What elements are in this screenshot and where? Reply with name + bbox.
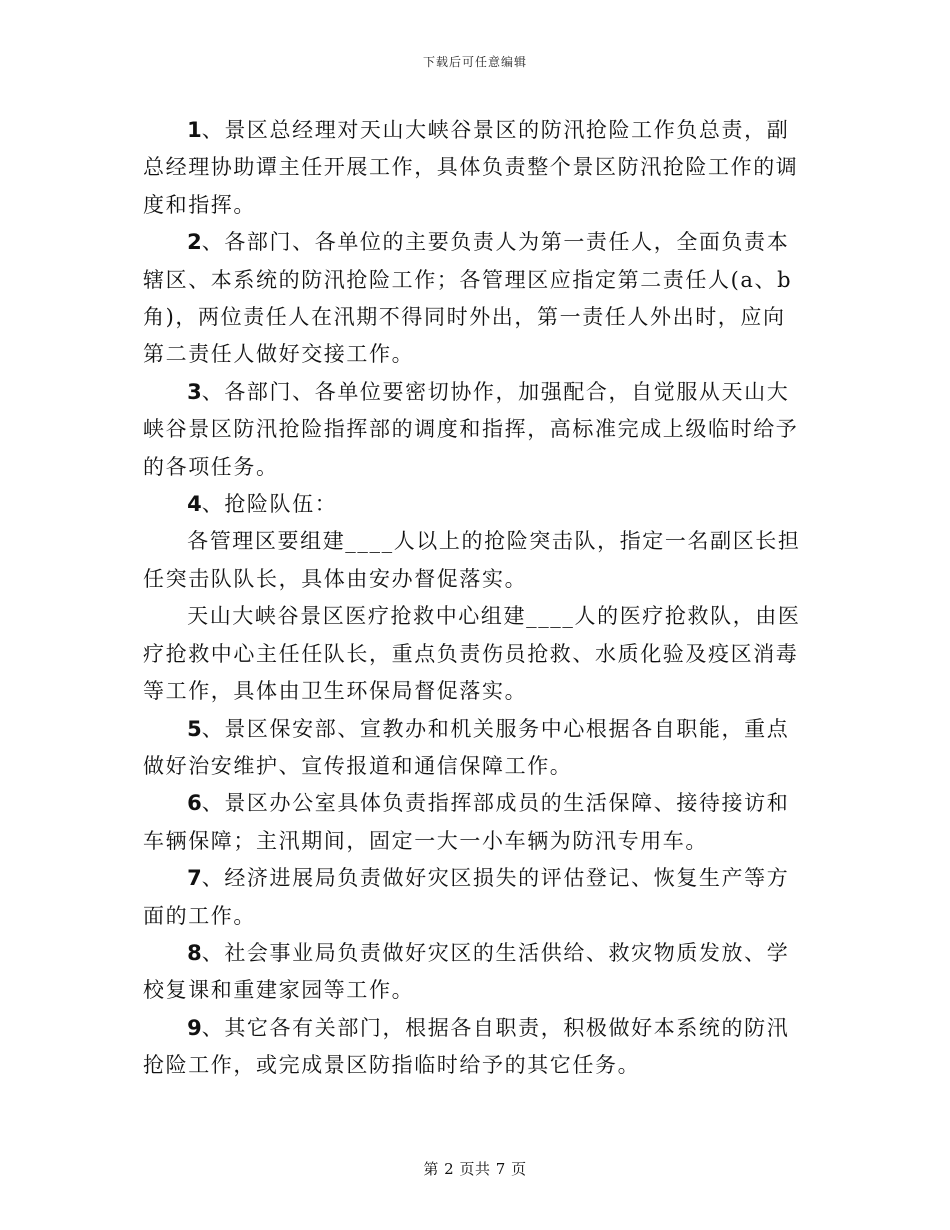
paragraph-text: 、景区保安部、宣教办和机关服务中心根据各自职能，重点做好治安维护、宣传报道和通信保障工作。 [143,716,790,778]
document-body [143,112,808,1085]
paragraph-8 [143,935,808,1010]
paragraph-text: 、景区总经理对天山大峡谷景区的防汛抢险工作负总责，副总经理协助谭主任开展工作，具体负责整个景区防汛抢险工作的调度和指挥。 [143,118,799,217]
paragraph-3 [143,374,808,486]
paragraph-text: 天山大峡谷景区医疗抢救中心组建____人的医疗抢救队，由医疗抢救中心主任任队长，重点负责伤员抢救、水质化验及疫区消毒等工作，具体由卫生环保局督促落实。 [143,604,801,704]
item-number: 2 [187,230,202,255]
page-header: 下载后可任意编辑 [422,55,527,69]
item-number: 9 [187,1015,202,1040]
item-number: 1 [187,118,202,142]
paragraph-text: 、抢险队伍： [201,492,338,517]
item-number: 7 [187,866,202,891]
paragraph-text: 、景区办公室具体负责指挥部成员的生活保障、接待接访和车辆保障；主汛期间，固定一大一小车辆为防汛专用车。 [143,791,790,853]
paragraph-text: 、各部门、各单位要密切协作，加强配合，自觉服从天山大峡谷景区防汛抢险指挥部的调度和指挥，高标准完成上级临时给予的各项任务。 [143,379,799,479]
item-number: 4 [187,492,202,517]
paragraph-9 [143,1010,808,1085]
paragraph-2 [143,224,808,374]
item-number: 3 [187,379,202,404]
paragraph-text: 、其它各有关部门，根据各自职责，积极做好本系统的防汛抢险工作，或完成景区防指临时给予的其它任务。 [143,1015,790,1078]
item-number: 5 [187,716,202,741]
item-number: 8 [187,940,202,965]
paragraph-text: 、经济进展局负责做好灾区损失的评估登记、恢复生产等方面的工作。 [143,866,790,928]
paragraph-4 [143,486,808,523]
paragraph-5 [143,711,808,786]
paragraph-7 [143,860,808,935]
paragraph-4a [143,523,808,598]
paragraph-1 [143,112,808,224]
paragraph-text: 、各部门、各单位的主要负责人为第一责任人，全面负责本辖区、本系统的防汛抢险工作；各管理区应指定第二责任人(a、b角)，两位责任人在汛期不得同时外出，第一责任人外出时，应向第二责任人做好交接工作。 [143,230,793,367]
paragraph-text: 、社会事业局负责做好灾区的生活供给、救灾物质发放、学校复课和重建家园等工作。 [143,940,790,1003]
paragraph-4b [143,598,808,710]
page-footer: 第 2 页共 7 页 [423,1160,527,1178]
paragraph-text: 各管理区要组建____人以上的抢险突击队，指定一名副区长担任突击队队长，具体由安办督促落实。 [143,529,801,591]
paragraph-6 [143,785,808,860]
item-number: 6 [187,791,202,816]
